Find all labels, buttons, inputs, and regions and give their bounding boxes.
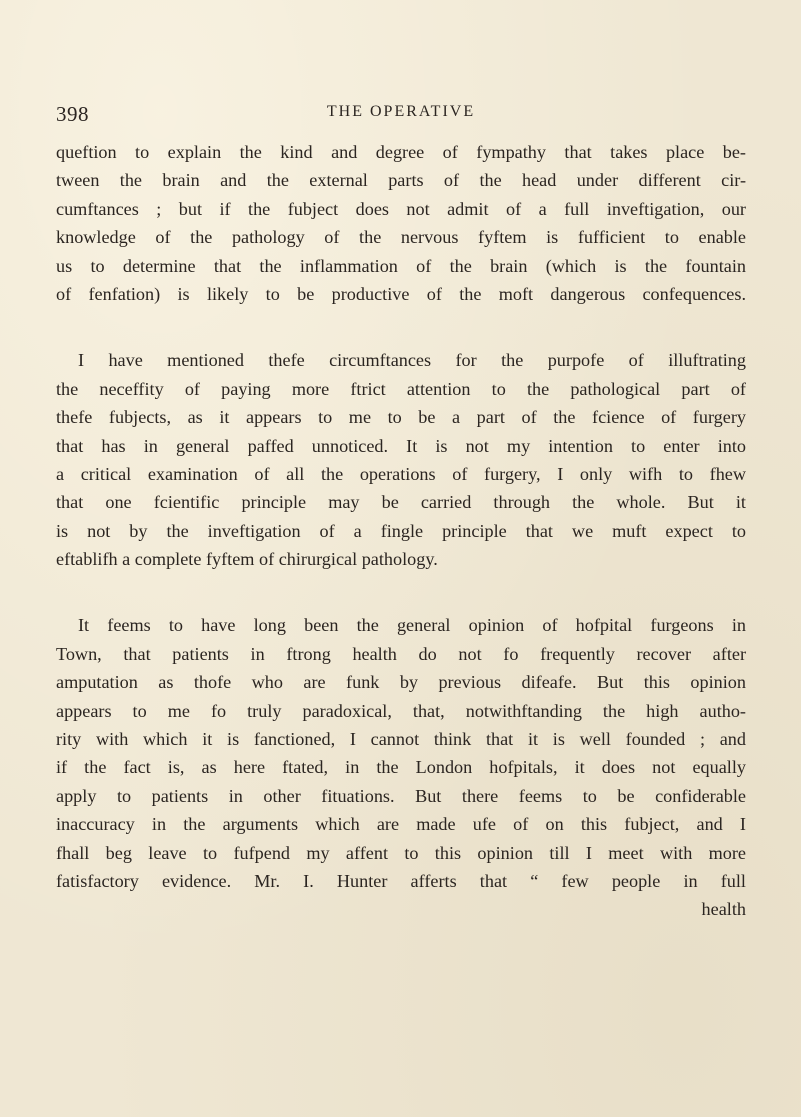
page-number: 398 — [56, 102, 89, 126]
paragraph-1 — [56, 138, 746, 308]
text-line: appears to me fo truly paradoxical, that, notwithftanding the high autho- — [56, 700, 746, 721]
text-line: of fenfation) is likely to be productive of the moft dangerous confequences. — [56, 283, 746, 304]
text-line: fhall beg leave to fufpend my affent to this opinion till I meet with more — [56, 842, 746, 863]
text-line: queftion to explain the kind and degree of fympathy that takes place be- — [56, 142, 746, 162]
text-line: a critical examination of all the operations of furgery, I only wifh to fhew — [56, 463, 746, 484]
text-line: that has in general paffed unnoticed. It is not my intention to enter into — [56, 435, 746, 456]
text-line: that one fcientific principle may be carried through the whole. But it — [56, 492, 746, 513]
text-line: thefe fubjects, as it appears to me to be a part of the fcience of furgery — [56, 407, 746, 428]
text-line: tween the brain and the external parts of the head under different cir- — [56, 170, 746, 191]
text-line: if the fact is, as here ftated, in the London hofpitals, it does not equally — [56, 757, 746, 778]
text-line: us to determine that the inflammation of the brain (which is the fountain — [56, 255, 746, 276]
text-line: is not by the inveftigation of a fingle principle that we muft expect to — [56, 520, 746, 541]
text-line: amputation as thofe who are funk by previous difeafe. But this opinion — [56, 672, 746, 693]
text-line: inaccuracy in the arguments which are made ufe of on this fubject, and I — [56, 814, 746, 835]
text-line: Town, that patients in ftrong health do not fo frequently recover after — [56, 643, 746, 664]
body-text — [56, 138, 746, 924]
text-line: rity with which it is fanctioned, I cannot think that it is well founded ; and — [56, 729, 746, 750]
running-head: THE OPERATIVE — [326, 103, 476, 120]
catchword: health — [701, 899, 746, 920]
paragraph-gap — [56, 308, 746, 346]
text-line: knowledge of the pathology of the nervous fyftem is fufficient to enable — [56, 227, 746, 248]
text-line: It feems to have long been the general opinion of hofpital furgeons in — [78, 615, 746, 636]
text-line: eftablifh a complete fyftem of chirurgical pathology. — [56, 549, 438, 570]
text-line: the neceffity of paying more ftrict attention to the pathological part of — [56, 378, 746, 399]
paragraph-2 — [56, 346, 746, 573]
text-line: cumftances ; but if the fubject does not admit of a full inveftigation, our — [56, 198, 746, 219]
page-header — [56, 102, 746, 132]
paragraph-3 — [56, 611, 746, 923]
text-line: fatisfactory evidence. Mr. I. Hunter afferts that “ few people in full — [56, 870, 746, 891]
text-line: apply to patients in other fituations. But there feems to be confiderable — [56, 785, 746, 806]
text-line: I have mentioned thefe circumftances for the purpofe of illuftrating — [78, 350, 746, 371]
paragraph-gap — [56, 573, 746, 611]
